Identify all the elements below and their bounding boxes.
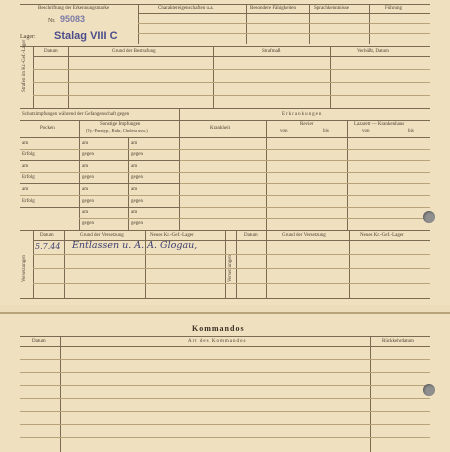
punishment-date-header: Datum <box>44 49 58 54</box>
rule <box>20 108 430 109</box>
rule <box>79 218 430 219</box>
vacc-row-b: am <box>82 141 89 146</box>
revier-to: bis <box>323 129 329 134</box>
leadership-col-header: Führung <box>385 6 402 11</box>
vacc-row-a: Erfolg <box>22 175 35 180</box>
rule <box>138 23 430 24</box>
rule <box>20 385 430 386</box>
nr-value: 95083 <box>60 14 86 24</box>
vacc-row-b: am <box>82 187 89 192</box>
hospital-to: bis <box>408 129 414 134</box>
illness-header: Erkrankungen <box>282 112 323 117</box>
transfer-camp-header-2: Neues Kr.-Gef.-Lager <box>360 233 404 238</box>
rule <box>33 69 430 70</box>
rule <box>138 13 430 14</box>
vaccination-header: Schutzimpfungen während der Gefangenschaft gegen <box>22 112 130 117</box>
rule <box>33 254 430 255</box>
rule <box>20 411 430 412</box>
kommandos-date-header: Datum <box>32 339 46 344</box>
punishment-reason-header: Grund der Bestrafung <box>112 49 156 54</box>
special-col-header: Besondere Fähigkeiten <box>250 6 296 11</box>
hospital-from: von <box>362 129 370 134</box>
rule <box>33 268 430 269</box>
rule <box>20 437 430 438</box>
kommandos-type-header: Art des Kommandos <box>188 339 247 344</box>
vacc-row-a: am <box>22 164 29 169</box>
rule <box>179 108 180 230</box>
vacc-row-c: am <box>131 187 138 192</box>
rule <box>20 120 430 121</box>
rule <box>20 137 430 138</box>
rule <box>20 160 180 161</box>
transfer-reason-header-2: Grund der Versetzung <box>282 233 326 238</box>
rule <box>20 172 430 173</box>
transfer-reason-header: Grund der Versetzung <box>80 233 124 238</box>
card-kommandos <box>0 312 450 452</box>
transfer-side-label-left: Versetzungen <box>22 255 27 282</box>
kommandos-title: Kommandos <box>192 324 245 333</box>
rule <box>370 336 371 452</box>
rule <box>180 183 430 184</box>
vacc-row-a: Erfolg <box>22 199 35 204</box>
rule <box>138 4 139 44</box>
lager-stamp: Stalag VIII C <box>54 30 118 42</box>
vacc-row-c: gegen <box>131 152 143 157</box>
rule <box>20 207 180 208</box>
punishment-penalty-header: Strafmaß <box>262 49 281 54</box>
rule <box>20 424 430 425</box>
vacc-row-c: am <box>131 141 138 146</box>
rule <box>180 160 430 161</box>
language-col-header: Sprachkenntnisse <box>314 6 349 11</box>
punch-hole <box>423 211 435 223</box>
kommandos-return-header: Rückkehrdatum <box>382 339 414 344</box>
revier-from: von <box>280 129 288 134</box>
vacc-row-b: gegen <box>82 199 94 204</box>
punishment-served-header: Verbüßt, Datum <box>357 49 389 54</box>
hospital-header: Lazarett — Krankenhaus <box>354 122 405 127</box>
rule <box>20 183 180 184</box>
desc-col-header: Beschriftung der Erkennungsmarke <box>38 6 110 11</box>
vacc-row-a: Erfolg <box>22 152 35 157</box>
other-vacc-subheader: (Ty.-Paratyp., Ruhr, Cholera usw.) <box>86 128 148 133</box>
rule <box>20 195 430 196</box>
punch-hole <box>423 384 435 396</box>
vacc-row-c: gegen <box>131 199 143 204</box>
rule <box>369 4 370 44</box>
transfer-date-header: Datum <box>40 233 54 238</box>
rule <box>33 95 430 96</box>
other-vacc-header: Sonstige Impfungen <box>100 122 141 127</box>
rule <box>20 372 430 373</box>
rule <box>20 336 430 337</box>
rule <box>309 4 310 44</box>
rule <box>180 207 430 208</box>
transfer-entry-text: Entlassen u. A. A. Glogau, <box>72 240 198 251</box>
vacc-row-a: am <box>22 187 29 192</box>
vacc-row-a: am <box>22 141 29 146</box>
rule <box>138 33 430 34</box>
rule <box>20 346 430 347</box>
rule <box>33 283 430 284</box>
rule <box>33 82 430 83</box>
rule <box>20 398 430 399</box>
punishment-side-label: Strafen im Kr.-Gef.-Lager <box>22 39 27 92</box>
vacc-row-b: am <box>82 164 89 169</box>
illness-col-header: Krankheit <box>210 126 230 131</box>
vacc-row-b: gegen <box>82 175 94 180</box>
vacc-row-c: am <box>131 164 138 169</box>
character-col-header: Charaktereigenschaften u.a. <box>158 6 214 11</box>
lager-label: Lager: <box>20 34 36 40</box>
rule <box>60 336 61 452</box>
rule <box>20 46 430 47</box>
rule <box>20 149 430 150</box>
vacc-row-c: gegen <box>131 221 143 226</box>
nr-label: Nr. <box>48 18 56 24</box>
revier-header: Revier <box>300 122 314 127</box>
vacc-row-b: am <box>82 210 89 215</box>
rule <box>20 359 430 360</box>
transfer-camp-header: Neues Kr.-Gef.-Lager <box>150 233 194 238</box>
vacc-row-b: gegen <box>82 221 94 226</box>
smallpox-header: Pocken <box>40 126 55 131</box>
transfer-entry-date: 5.7.44 <box>35 242 61 251</box>
transfer-date-header-2: Datum <box>244 233 258 238</box>
rule <box>246 4 247 44</box>
vacc-row-c: am <box>131 210 138 215</box>
rule <box>33 56 430 57</box>
vacc-row-b: gegen <box>82 152 94 157</box>
rule <box>20 298 430 299</box>
vacc-row-c: gegen <box>131 175 143 180</box>
